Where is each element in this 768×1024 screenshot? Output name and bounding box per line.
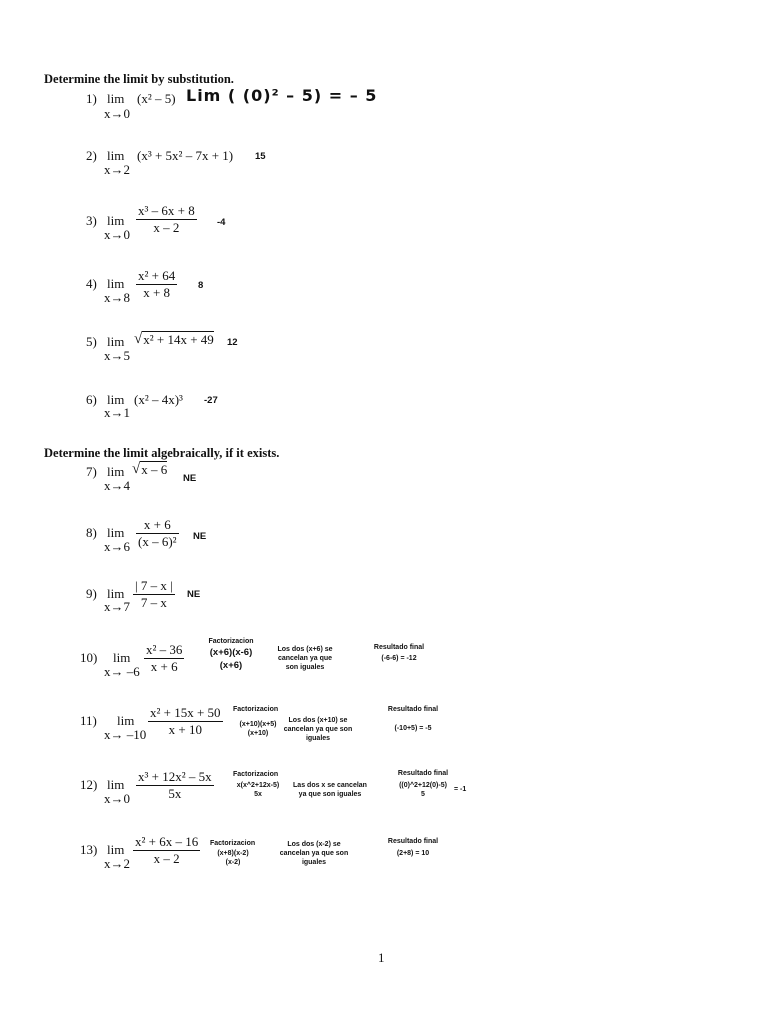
fraction bbox=[136, 203, 197, 236]
numerator: x³ + 12x² – 5x bbox=[138, 769, 212, 784]
answer: 12 bbox=[227, 337, 238, 348]
result-label: Resultado final bbox=[397, 770, 449, 777]
lim-subscript: x→6 bbox=[104, 539, 130, 554]
cancel-note-line: cancelan ya que son bbox=[279, 850, 349, 857]
fraction bbox=[133, 578, 175, 611]
cancel-note-line: son iguales bbox=[285, 664, 325, 671]
lim-label: lim bbox=[107, 148, 125, 163]
lim-subscript: x→4 bbox=[104, 478, 130, 493]
factorization-label: Factorizacion bbox=[208, 638, 254, 645]
numerator: x² + 64 bbox=[138, 268, 176, 283]
lim-label: lim bbox=[117, 713, 135, 728]
lim-subscript: x→2 bbox=[104, 856, 130, 871]
lim-label: lim bbox=[107, 91, 125, 106]
denominator: 7 – x bbox=[140, 595, 167, 610]
factorization-denominator: 5x bbox=[254, 791, 262, 798]
problem-number: 5) bbox=[86, 334, 97, 349]
lim-subscript: x→ –10 bbox=[104, 727, 147, 742]
factorization-numerator: (x+6)(x-6) bbox=[209, 647, 253, 658]
handwritten-answer: Lim ( (0)² – 5) = – 5 bbox=[186, 86, 378, 105]
fraction bbox=[136, 268, 177, 301]
lim-subscript: x→5 bbox=[104, 348, 130, 363]
lim-label: lim bbox=[107, 276, 125, 291]
result-value: (-6-6) = -12 bbox=[381, 655, 417, 662]
factorization-denominator: (x+10) bbox=[247, 730, 269, 737]
factorization-label: Factorizacion bbox=[233, 771, 279, 778]
cancel-note-line: Los dos (x+10) se bbox=[288, 717, 348, 724]
lim-subscript: x→0 bbox=[104, 227, 130, 242]
denominator: x – 2 bbox=[153, 851, 180, 866]
answer: NE bbox=[193, 531, 207, 542]
denominator: x + 10 bbox=[168, 722, 202, 737]
result-denominator: 5 bbox=[421, 791, 425, 798]
answer: -27 bbox=[204, 395, 218, 406]
square-root bbox=[132, 461, 167, 478]
answer: 15 bbox=[255, 151, 266, 162]
radicand: x² + 14x + 49 bbox=[143, 332, 214, 347]
numerator: x³ – 6x + 8 bbox=[138, 203, 195, 218]
numerator: x + 6 bbox=[143, 517, 171, 532]
lim-subscript: x→1 bbox=[104, 405, 130, 420]
fraction bbox=[148, 705, 223, 738]
lim-label: lim bbox=[107, 842, 125, 857]
factorization-denominator: (x-2) bbox=[225, 859, 241, 866]
answer: NE bbox=[183, 473, 197, 484]
denominator: x – 2 bbox=[153, 220, 180, 235]
problem-number: 1) bbox=[86, 91, 97, 106]
numerator: x² + 15x + 50 bbox=[150, 705, 221, 720]
denominator: 5x bbox=[168, 786, 182, 801]
result-value: = -1 bbox=[454, 786, 467, 793]
result-label: Resultado final bbox=[373, 644, 425, 651]
cancel-note-line: cancelan ya que bbox=[277, 655, 333, 662]
lim-label: lim bbox=[107, 334, 125, 349]
factorization-numerator: x(x^2+12x-5) bbox=[236, 782, 280, 789]
expression: (x² – 4x)³ bbox=[134, 392, 183, 407]
problem-number: 9) bbox=[86, 586, 97, 601]
cancel-note-line: ya que son iguales bbox=[298, 791, 362, 798]
problem-number: 6) bbox=[86, 392, 97, 407]
problem-number: 7) bbox=[86, 464, 97, 479]
fraction bbox=[136, 769, 214, 802]
section-heading-substitution: Determine the limit by substitution. bbox=[44, 72, 234, 86]
expression: (x² – 5) bbox=[137, 91, 176, 106]
cancel-note-line: iguales bbox=[305, 735, 331, 742]
numerator: | 7 – x | bbox=[135, 578, 173, 593]
cancel-note bbox=[276, 840, 352, 867]
answer: NE bbox=[187, 589, 201, 600]
lim-label: lim bbox=[107, 777, 125, 792]
cancel-note-line: Las dos x se cancelan bbox=[293, 782, 367, 789]
lim-label: lim bbox=[113, 650, 131, 665]
problem-number: 8) bbox=[86, 525, 97, 540]
result-value: (2+8) = 10 bbox=[396, 850, 430, 857]
problem-number: 2) bbox=[86, 148, 97, 163]
square-root bbox=[134, 331, 214, 348]
radical-sign: √ bbox=[134, 331, 143, 347]
factorization-numerator: (x+10)(x+5) bbox=[239, 721, 277, 728]
lim-label: lim bbox=[107, 586, 125, 601]
lim-subscript: x→2 bbox=[104, 162, 130, 177]
radical-sign: √ bbox=[132, 461, 141, 477]
fraction bbox=[136, 517, 179, 550]
section-heading-algebraic: Determine the limit algebraically, if it exists. bbox=[44, 446, 280, 460]
problem-number: 3) bbox=[86, 213, 97, 228]
lim-subscript: x→ –6 bbox=[104, 664, 140, 679]
fraction bbox=[133, 834, 200, 867]
numerator: x² + 6x – 16 bbox=[135, 834, 199, 849]
result-numerator: ((0)^2+12(0)-5) bbox=[399, 782, 447, 789]
answer: 8 bbox=[198, 280, 204, 291]
radicand: x – 6 bbox=[141, 462, 168, 477]
page-number: 1 bbox=[378, 950, 385, 965]
cancel-note bbox=[282, 716, 354, 743]
denominator: x + 8 bbox=[143, 285, 171, 300]
factorization-label: Factorizacion bbox=[233, 706, 279, 713]
cancel-note-line: cancelan ya que son bbox=[283, 726, 353, 733]
fraction bbox=[144, 642, 184, 675]
cancel-note bbox=[290, 781, 370, 799]
cancel-note bbox=[272, 645, 338, 672]
factorization-label: Factorizacion bbox=[210, 840, 256, 847]
lim-subscript: x→7 bbox=[104, 599, 130, 614]
answer: -4 bbox=[217, 217, 226, 228]
lim-subscript: x→8 bbox=[104, 290, 130, 305]
problem-number: 10) bbox=[80, 650, 98, 665]
lim-label: lim bbox=[107, 525, 125, 540]
factorization-numerator: (x+8)(x-2) bbox=[217, 850, 249, 857]
result-label: Resultado final bbox=[387, 706, 439, 713]
expression: (x³ + 5x² – 7x + 1) bbox=[137, 148, 234, 163]
cancel-note-line: iguales bbox=[301, 859, 327, 866]
problem-number: 13) bbox=[80, 842, 98, 857]
problem-number: 12) bbox=[80, 777, 98, 792]
factorization-denominator: (x+6) bbox=[219, 660, 243, 671]
problem-number: 4) bbox=[86, 276, 97, 291]
problem-number: 11) bbox=[80, 713, 97, 728]
denominator: (x – 6)² bbox=[138, 534, 177, 549]
lim-subscript: x→0 bbox=[104, 106, 130, 121]
denominator: x + 6 bbox=[150, 659, 178, 674]
lim-label: lim bbox=[107, 464, 125, 479]
cancel-note-line: Los dos (x+6) se bbox=[277, 646, 333, 653]
lim-label: lim bbox=[107, 392, 125, 407]
lim-subscript: x→0 bbox=[104, 791, 130, 806]
numerator: x² – 36 bbox=[146, 642, 183, 657]
lim-label: lim bbox=[107, 213, 125, 228]
result-value: (-10+5) = -5 bbox=[394, 725, 432, 732]
result-label: Resultado final bbox=[387, 838, 439, 845]
cancel-note-line: Los dos (x-2) se bbox=[287, 841, 341, 848]
